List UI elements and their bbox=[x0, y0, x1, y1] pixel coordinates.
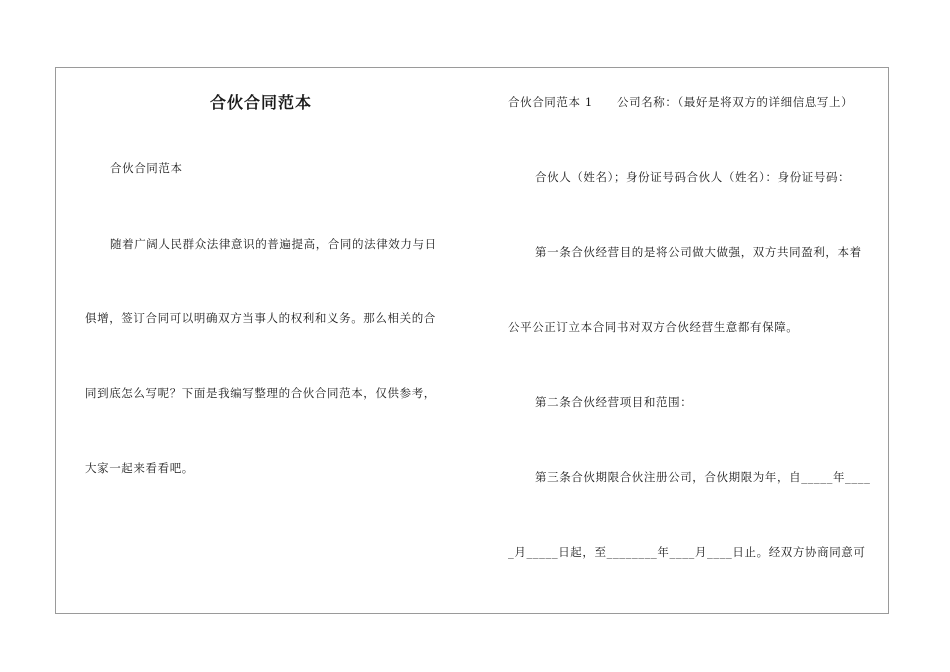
right-paragraph-line: 第一条合伙经营目的是将公司做大做强，双方共同盈利，本着 bbox=[535, 245, 862, 259]
right-paragraph-line: 第二条合伙经营项目和范围： bbox=[535, 395, 693, 409]
left-paragraph-line: 同到底怎么写呢？下面是我编写整理的合伙合同范本，仅供参考， bbox=[85, 386, 436, 400]
left-paragraph-line: 大家一起来看看吧。 bbox=[85, 461, 194, 475]
right-paragraph-line: _月_____日起，至________年____月____日止。经双方协商同意可 bbox=[508, 545, 866, 559]
left-paragraph-line: 俱增，签订合同可以明确双方当事人的权利和义务。那么相关的合 bbox=[85, 311, 436, 325]
right-heading-line: 合伙合同范本 1 公司名称：（最好是将双方的详细信息写上） bbox=[508, 95, 854, 109]
left-paragraph-line: 随着广阔人民群众法律意识的普遍提高，合同的法律效力与日 bbox=[110, 237, 437, 251]
left-paragraph-heading: 合伙合同范本 bbox=[110, 161, 183, 175]
right-paragraph-line: 合伙人（姓名）；身份证号码合伙人（姓名）：身份证号码： bbox=[535, 170, 851, 184]
page-border bbox=[55, 67, 889, 614]
right-paragraph-line: 公平公正订立本合同书对双方合伙经营生意都有保障。 bbox=[508, 320, 799, 334]
right-paragraph-line: 第三条合伙期限合伙注册公司，合伙期限为年，自_____年____ bbox=[535, 470, 871, 484]
document-title: 合伙合同范本 bbox=[209, 93, 312, 112]
